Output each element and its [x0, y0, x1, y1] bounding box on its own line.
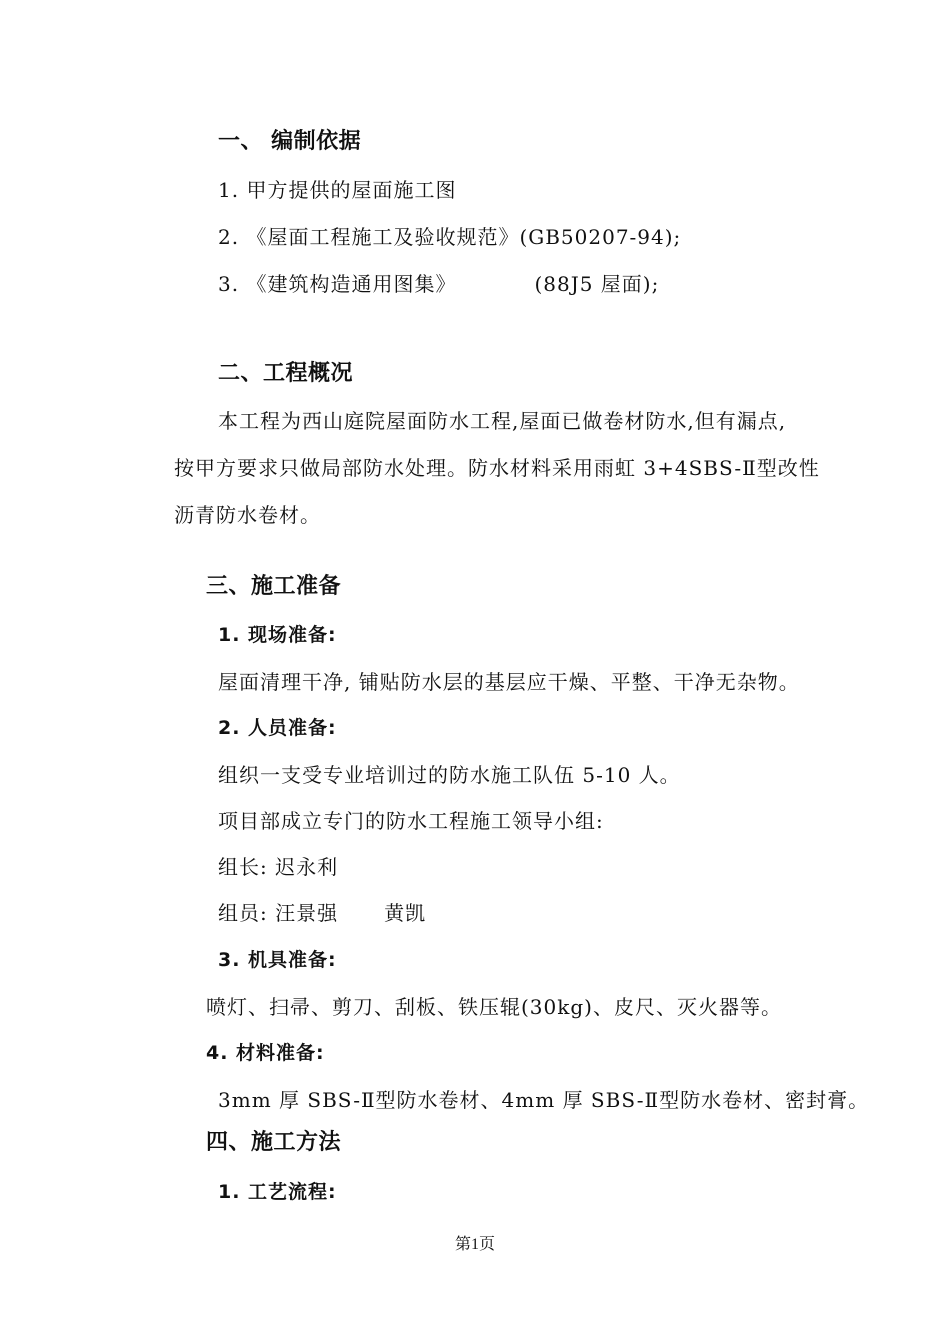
basis-item-3-title: 3. 《建筑构造通用图集》	[218, 272, 457, 296]
section-heading-preparation: 三、施工准备	[206, 574, 342, 599]
overview-line-1: 本工程为西山庭院屋面防水工程,屋面已做卷材防水,但有漏点,	[218, 409, 787, 433]
prep-staff-leader: 组长: 迟永利	[218, 855, 339, 879]
basis-item-2: 2. 《屋面工程施工及验收规范》(GB50207-94);	[218, 225, 682, 249]
basis-item-3-code: (88J5 屋面);	[534, 272, 660, 296]
prep-tools-text: 喷灯、扫帚、剪刀、刮板、铁压辊(30kg)、皮尺、灭火器等。	[206, 995, 782, 1019]
prep-staff-title: 2. 人员准备:	[218, 717, 337, 739]
prep-site-text: 屋面清理干净, 铺贴防水层的基层应干燥、平整、干净无杂物。	[218, 670, 800, 694]
prep-staff-member-1: 组员: 汪景强	[218, 901, 339, 925]
basis-item-1: 1. 甲方提供的屋面施工图	[218, 178, 457, 202]
section-heading-method: 四、施工方法	[206, 1130, 342, 1155]
prep-materials-text: 3mm 厚 SBS-Ⅱ型防水卷材、4mm 厚 SBS-Ⅱ型防水卷材、密封膏。	[218, 1088, 870, 1112]
section-heading-basis: 一、 编制依据	[218, 129, 362, 154]
overview-line-2: 按甲方要求只做局部防水处理。防水材料采用雨虹 3+4SBS-Ⅱ型改性	[174, 456, 820, 480]
method-process-title: 1. 工艺流程:	[218, 1181, 337, 1203]
section-heading-overview: 二、工程概况	[218, 361, 354, 386]
basis-item-3	[218, 270, 659, 298]
prep-site-title: 1. 现场准备:	[218, 624, 337, 646]
prep-staff-members	[218, 899, 426, 927]
prep-staff-member-2: 黄凯	[384, 901, 427, 925]
prep-tools-title: 3. 机具准备:	[218, 949, 337, 971]
overview-line-3: 沥青防水卷材。	[174, 503, 321, 527]
prep-materials-title: 4. 材料准备:	[206, 1042, 325, 1064]
page-number: 第1页	[454, 1236, 495, 1253]
prep-staff-line-2: 项目部成立专门的防水工程施工领导小组:	[218, 809, 604, 833]
prep-staff-line-1: 组织一支受专业培训过的防水施工队伍 5-10 人。	[218, 763, 681, 787]
